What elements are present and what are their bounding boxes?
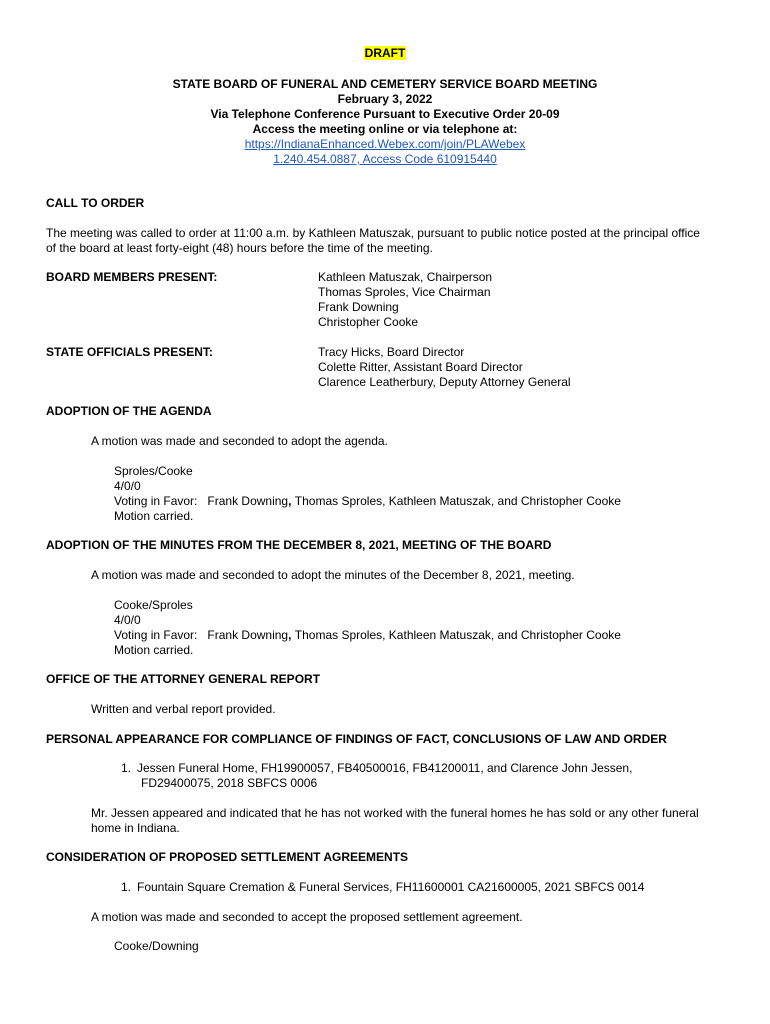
list-item: Jessen Funeral Home, FH19900057, FB40500016, FB41200011, and Clarence John Jessen, bbox=[137, 761, 633, 775]
voting-rest: Thomas Sproles, Kathleen Matuszak, and Christopher Cooke bbox=[294, 628, 621, 642]
phone-link-line bbox=[0, 152, 770, 167]
list-item: Fountain Square Cremation & Funeral Services, FH11600001 CA21600005, 2021 SBFCS 0014 bbox=[137, 880, 645, 894]
agenda-result: Motion carried. bbox=[114, 509, 194, 523]
personal-appearance-heading: PERSONAL APPEARANCE FOR COMPLIANCE OF FINDINGS OF FACT, CONCLUSIONS OF LAW AND ORDER bbox=[46, 732, 667, 746]
phone-link[interactable]: 1.240.454.0887, Access Code 610915440 bbox=[273, 152, 497, 166]
state-officials-heading: STATE OFFICIALS PRESENT: bbox=[46, 345, 213, 359]
minutes-result: Motion carried. bbox=[114, 643, 194, 657]
board-member: Christopher Cooke bbox=[318, 315, 419, 329]
minutes-movers: Cooke/Sproles bbox=[114, 598, 193, 612]
list-item-number: 1. bbox=[121, 761, 132, 775]
call-to-order-text-2: of the board at least forty-eight (48) hours before the time of the meeting. bbox=[46, 241, 433, 255]
minutes-voting-line: Voting in Favor: Frank Downing, Thomas Sproles, Kathleen Matuszak, and Christopher Cooke bbox=[114, 628, 621, 642]
webex-link-line bbox=[0, 137, 770, 152]
meeting-date: February 3, 2022 bbox=[337, 92, 433, 106]
board-member: Thomas Sproles, Vice Chairman bbox=[318, 285, 491, 299]
agenda-heading: ADOPTION OF THE AGENDA bbox=[46, 404, 212, 418]
state-official: Tracy Hicks, Board Director bbox=[318, 345, 465, 359]
appearance-note-2: home in Indiana. bbox=[91, 821, 180, 835]
meeting-access: Access the meeting online or via telephone at: bbox=[252, 122, 518, 136]
board-member: Frank Downing bbox=[318, 300, 399, 314]
board-member: Kathleen Matuszak, Chairperson bbox=[318, 270, 493, 284]
draft-line bbox=[0, 46, 770, 61]
webex-link[interactable]: https://IndianaEnhanced.Webex.com/join/PLAWebex bbox=[244, 137, 526, 151]
attorney-general-heading: OFFICE OF THE ATTORNEY GENERAL REPORT bbox=[46, 672, 321, 686]
appearance-note-1: Mr. Jessen appeared and indicated that he has not worked with the funeral homes he has sold or any other funeral bbox=[91, 806, 699, 820]
state-official: Clarence Leatherbury, Deputy Attorney General bbox=[318, 375, 571, 389]
voting-first: Frank Downing bbox=[207, 494, 289, 508]
meeting-title: STATE BOARD OF FUNERAL AND CEMETERY SERVICE BOARD MEETING bbox=[172, 77, 598, 91]
call-to-order-heading: CALL TO ORDER bbox=[46, 196, 145, 210]
call-to-order-text-1: The meeting was called to order at 11:00 a.m. by Kathleen Matuszak, pursuant to public notice posted at the principal office bbox=[46, 226, 700, 240]
attorney-general-text: Written and verbal report provided. bbox=[91, 702, 276, 716]
voting-first: Frank Downing bbox=[207, 628, 289, 642]
list-item-continued: FD29400075, 2018 SBFCS 0006 bbox=[141, 776, 318, 790]
agenda-movers: Sproles/Cooke bbox=[114, 464, 193, 478]
draft-label: DRAFT bbox=[364, 46, 406, 60]
board-members-heading: BOARD MEMBERS PRESENT: bbox=[46, 270, 218, 284]
list-item-number: 1. bbox=[121, 880, 132, 894]
minutes-heading: ADOPTION OF THE MINUTES FROM THE DECEMBER 8, 2021, MEETING OF THE BOARD bbox=[46, 538, 552, 552]
agenda-motion: A motion was made and seconded to adopt the agenda. bbox=[91, 434, 388, 448]
agenda-voting-line: Voting in Favor: Frank Downing, Thomas Sproles, Kathleen Matuszak, and Christopher Cooke bbox=[114, 494, 621, 508]
minutes-vote: 4/0/0 bbox=[114, 613, 141, 627]
settlement-motion: A motion was made and seconded to accept the proposed settlement agreement. bbox=[91, 910, 523, 924]
voting-rest: Thomas Sproles, Kathleen Matuszak, and Christopher Cooke bbox=[294, 494, 621, 508]
meeting-via: Via Telephone Conference Pursuant to Executive Order 20-09 bbox=[210, 107, 560, 121]
voting-label: Voting in Favor: bbox=[114, 628, 198, 642]
voting-label: Voting in Favor: bbox=[114, 494, 198, 508]
settlement-heading: CONSIDERATION OF PROPOSED SETTLEMENT AGREEMENTS bbox=[46, 850, 409, 864]
state-official: Colette Ritter, Assistant Board Director bbox=[318, 360, 523, 374]
settlement-movers: Cooke/Downing bbox=[114, 939, 199, 953]
agenda-vote: 4/0/0 bbox=[114, 479, 141, 493]
minutes-motion: A motion was made and seconded to adopt the minutes of the December 8, 2021, meeting. bbox=[91, 568, 575, 582]
